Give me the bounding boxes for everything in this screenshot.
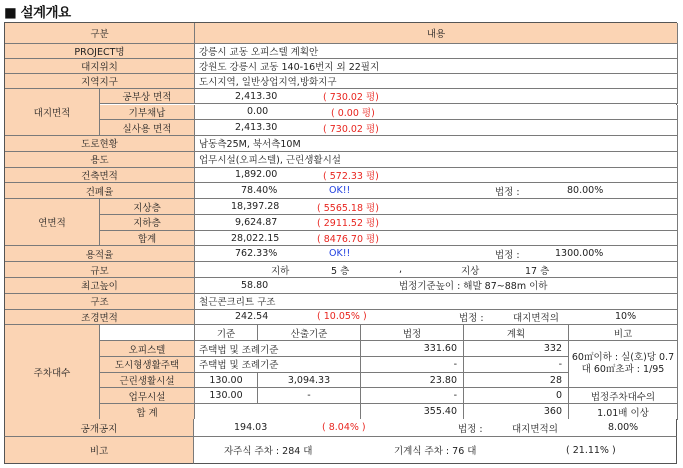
parking-total-plan: 360 <box>464 404 569 420</box>
parking-row-label: 도시형생활주택 <box>100 357 195 373</box>
parking-row-legal: 23.80 <box>361 373 464 389</box>
structure-value: 철근콘크리트 구조 <box>195 294 678 310</box>
parking-label: 주차대수 <box>5 325 100 420</box>
floor-area-label: 연면적 <box>5 199 100 246</box>
site-area-official-value: 2,413.30 ( 730.02 평) <box>195 89 678 105</box>
parking-note-legal: 법정주차대수의 <box>569 388 678 404</box>
use-label: 용도 <box>5 152 195 168</box>
structure-label: 구조 <box>5 294 195 310</box>
parking-note-total: 1.01배 이상 <box>569 404 678 420</box>
road-label: 도로현황 <box>5 136 195 152</box>
parking-header-note: 비고 <box>569 325 678 341</box>
parking-row-label: 업무시설 <box>100 388 195 404</box>
parking-total-legal: 355.40 <box>361 404 464 420</box>
parking-header-legal: 법정 <box>361 325 464 341</box>
site-area-label: 대지면적 <box>5 89 100 136</box>
parking-header-calc: 산출기준 <box>258 325 361 341</box>
coverage-value: 78.40% OK!! 법정 : 80.00% <box>195 183 678 199</box>
parking-row-plan: 28 <box>464 373 569 389</box>
remarks-value: 자주식 주차 : 284 대 기계식 주차 : 76 대 ( 21.11% ) <box>194 437 677 464</box>
parking-note: 60㎡이하 : 실(호)당 0.7대 60㎡초과 : 1/95 <box>569 341 678 388</box>
parking-row-label: 근린생활시설 <box>100 373 195 389</box>
parking-row-label: 오피스텔 <box>100 341 195 357</box>
building-area-value: 1,892.00 ( 572.33 평) <box>195 168 678 184</box>
floor-area-total-label: 합계 <box>100 231 195 247</box>
open-space-label: 공개공지 <box>4 419 194 437</box>
parking-total-label: 합 계 <box>100 404 195 420</box>
site-area-actual-label: 실사용 면적 <box>100 120 195 136</box>
parking-row-basis: 주택법 및 조례기준 <box>195 341 361 357</box>
parking-row-legal: - <box>361 357 464 373</box>
parking-row-legal: - <box>361 388 464 404</box>
floor-area-below-label: 지하층 <box>100 215 195 231</box>
floor-area-total-value: 28,022.15 ( 8476.70 평) <box>195 231 678 247</box>
parking-row-basis: 주택법 및 조례기준 <box>195 357 361 373</box>
far-label: 용적율 <box>5 246 195 262</box>
remarks-label: 비고 <box>4 437 194 464</box>
coverage-label: 건폐율 <box>5 183 195 199</box>
landscape-label: 조경면적 <box>5 310 195 326</box>
site-area-donation-value: 0.00 ( 0.00 평) <box>195 105 678 121</box>
floor-area-above-label: 지상층 <box>100 199 195 215</box>
scale-value: 지하 5 층 , 지상 17 층 <box>195 262 678 278</box>
parking-row-plan: - <box>464 357 569 373</box>
open-space-value: 194.03 ( 8.04% ) 법정 : 대지면적의 8.00% <box>194 419 677 437</box>
parking-row-legal: 331.60 <box>361 341 464 357</box>
site-area-donation-label: 기부채납 <box>100 105 195 121</box>
site-area-actual-value: 2,413.30 ( 730.02 평) <box>195 120 678 136</box>
parking-row-basis: 130.00 <box>195 373 258 389</box>
use-value: 업무시설(오피스텔), 근린생활시설 <box>195 152 678 168</box>
site-location-label: 대지위치 <box>5 59 195 74</box>
parking-total-blank <box>195 404 361 420</box>
building-area-label: 건축면적 <box>5 168 195 184</box>
header-content: 내용 <box>195 23 678 44</box>
floor-area-above-value: 18,397.28 ( 5565.18 평) <box>195 199 678 215</box>
zoning-value: 도시지역, 일반상업지역,방화지구 <box>195 74 678 89</box>
zoning-label: 지역지구 <box>5 74 195 89</box>
project-label: PROJECT명 <box>5 44 195 59</box>
height-value: 58.80 법정기준높이 : 해발 87~88m 이하 <box>195 278 678 294</box>
height-label: 최고높이 <box>5 278 195 294</box>
project-value: 강릉시 교동 오피스텔 계획안 <box>195 44 678 59</box>
design-overview-table <box>4 22 677 419</box>
parking-row-calc: - <box>258 388 361 404</box>
parking-row-basis: 130.00 <box>195 388 258 404</box>
ok-badge: OK!! <box>329 248 351 260</box>
parking-header-plan: 계획 <box>464 325 569 341</box>
floor-area-below-value: 9,624.87 ( 2911.52 평) <box>195 215 678 231</box>
parking-row-plan: 0 <box>464 388 569 404</box>
section-title: ■ 설계개요 <box>4 5 71 21</box>
ok-badge: OK!! <box>329 185 351 197</box>
scale-label: 규모 <box>5 262 195 278</box>
header-category: 구분 <box>5 23 195 44</box>
parking-header-blank <box>100 325 195 341</box>
parking-row-calc: 3,094.33 <box>258 373 361 389</box>
far-value: 762.33% OK!! 법정 : 1300.00% <box>195 246 678 262</box>
parking-header-basis: 기준 <box>195 325 258 341</box>
parking-row-plan: 332 <box>464 341 569 357</box>
site-location-value: 강원도 강릉시 교동 140-16번지 외 22필지 <box>195 59 678 74</box>
road-value: 남동측25M, 북서측10M <box>195 136 678 152</box>
landscape-value: 242.54 ( 10.05% ) 법정 : 대지면적의 10% <box>195 310 678 326</box>
site-area-official-label: 공부상 면적 <box>100 89 195 105</box>
